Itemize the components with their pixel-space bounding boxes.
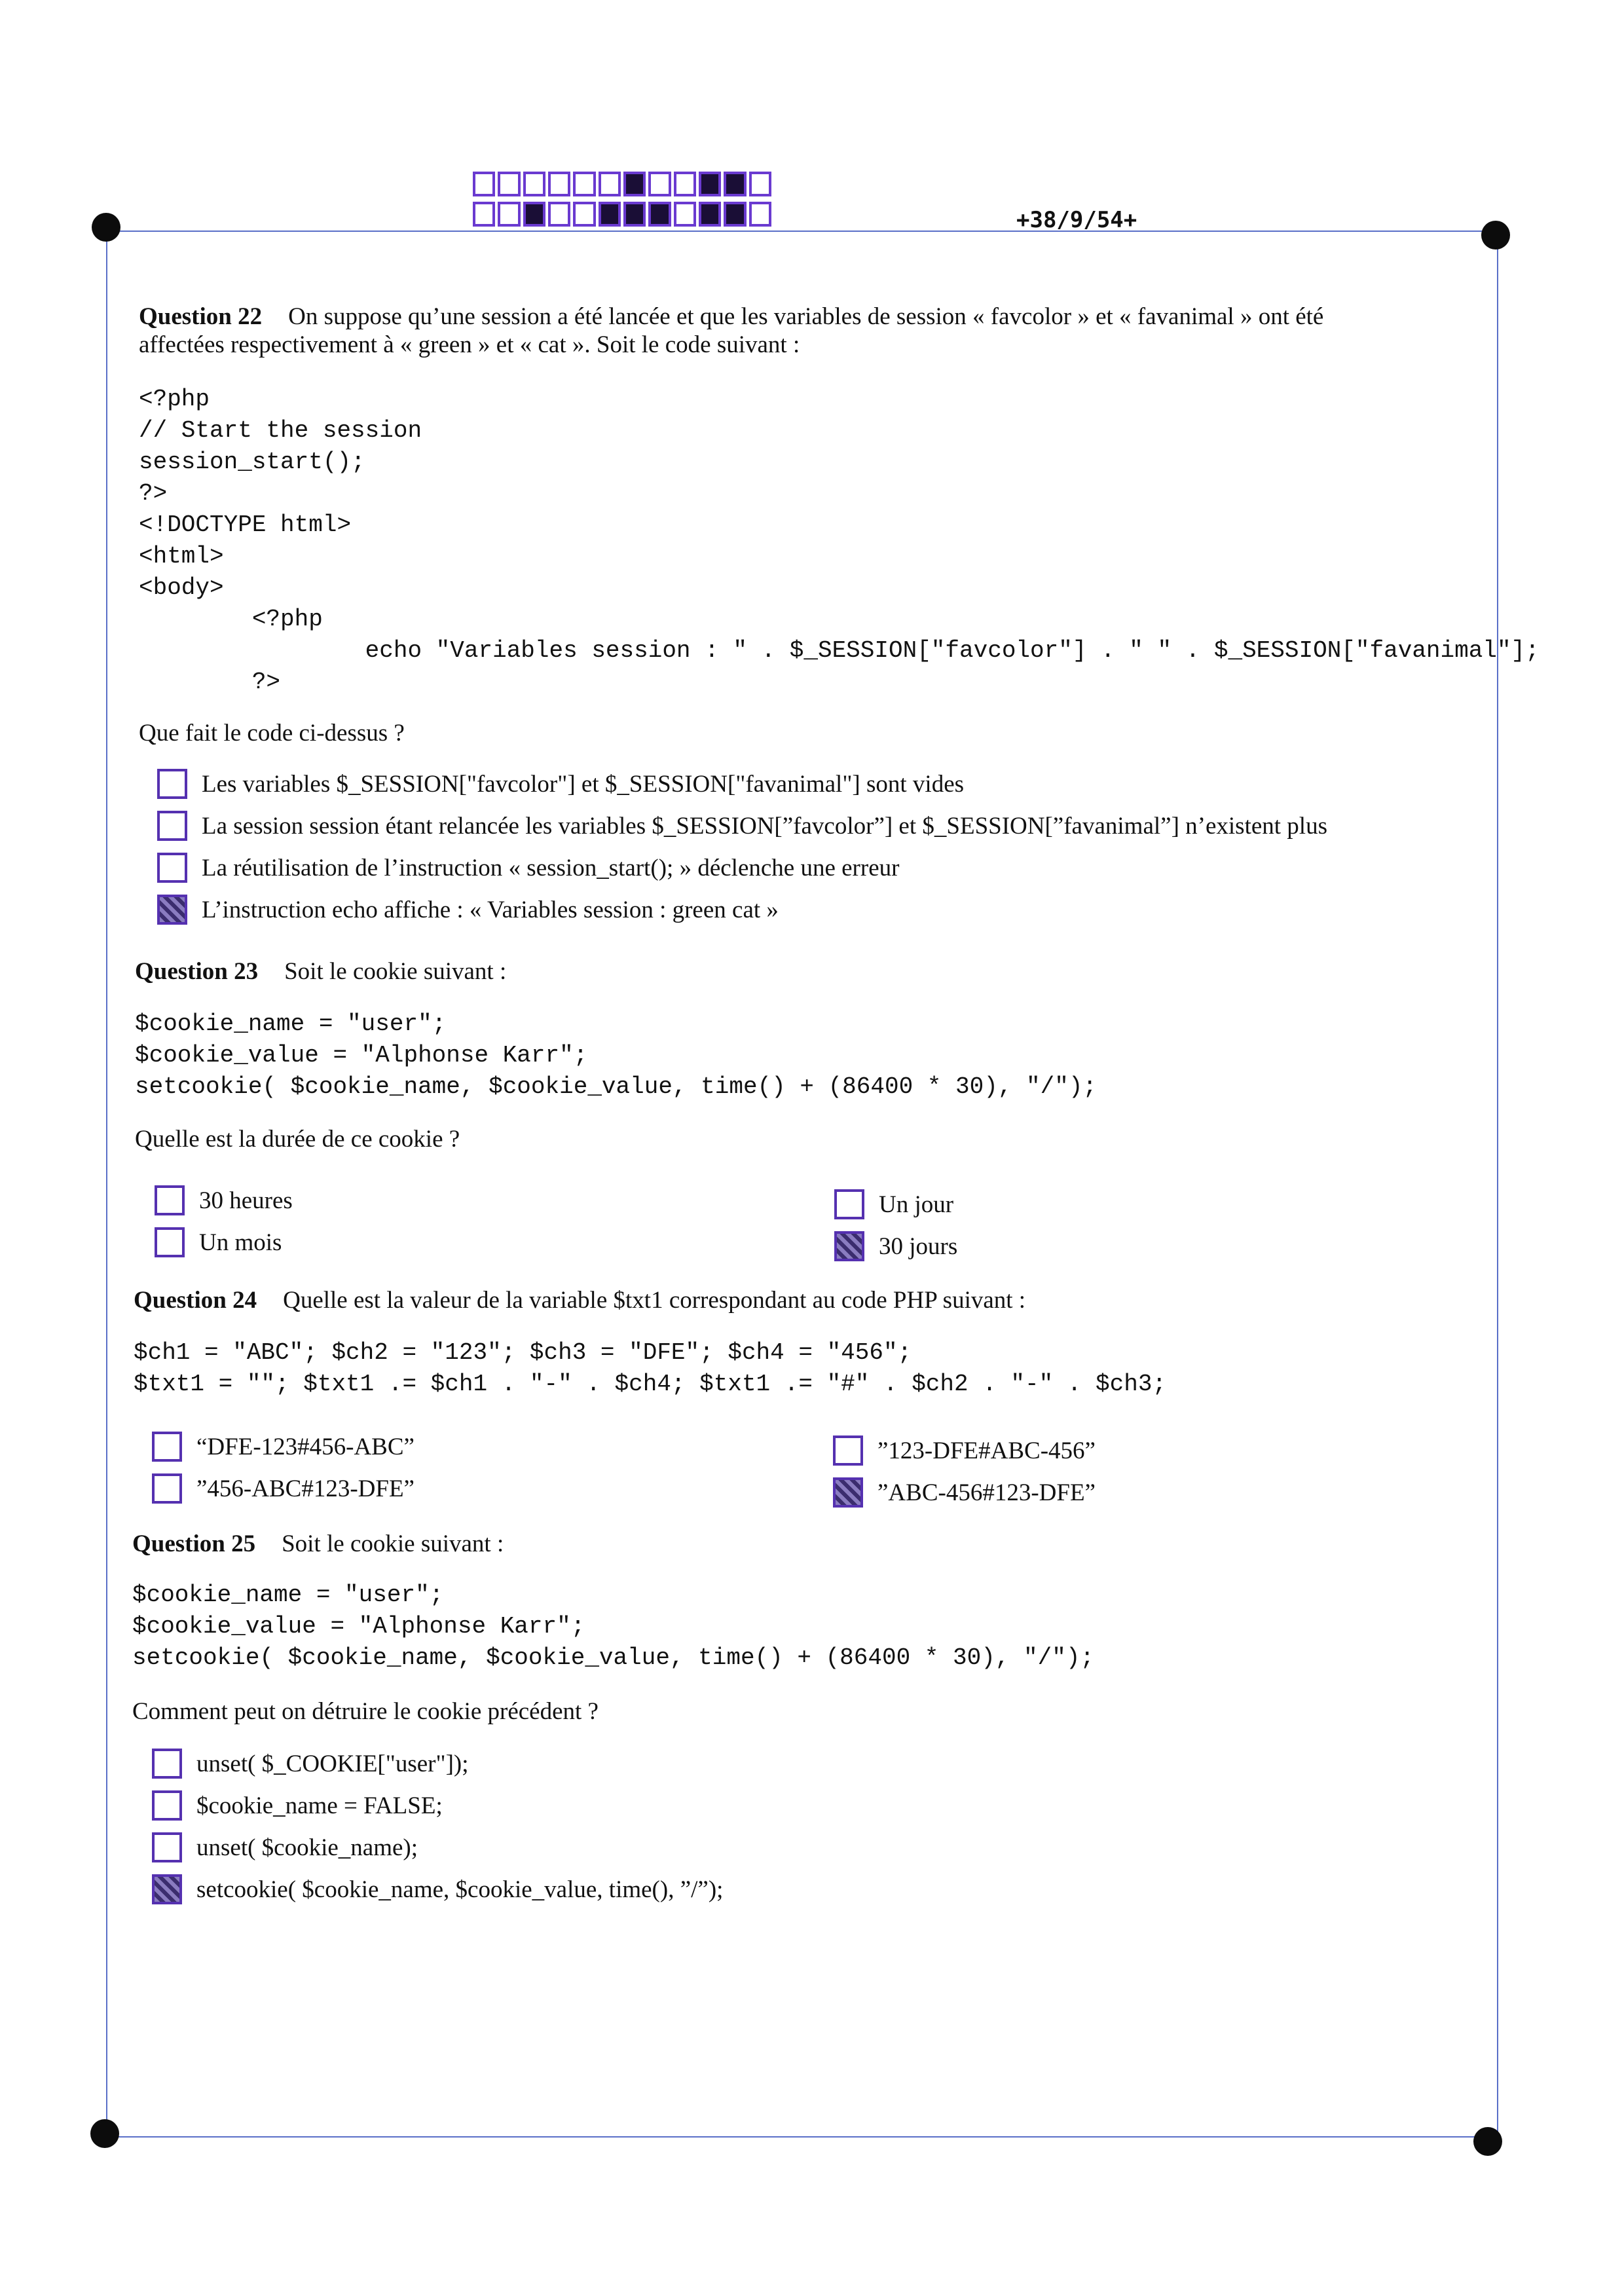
- checkbox[interactable]: [152, 1749, 182, 1779]
- code-line: <body>: [139, 574, 224, 601]
- barcode-cell: [498, 202, 520, 227]
- question-24-option-1[interactable]: [152, 1432, 415, 1462]
- barcode-row-1: [473, 172, 774, 196]
- question-22-code: [139, 384, 1540, 698]
- question-25-option-1[interactable]: [152, 1749, 469, 1779]
- code-line: setcookie( $cookie_name, $cookie_value, time() + (86400 * 30), "/");: [135, 1073, 1098, 1100]
- code-line: $ch1 = "ABC"; $ch2 = "123"; $ch3 = "DFE"; $ch4 = "456";: [134, 1339, 912, 1366]
- barcode-cell: [623, 202, 646, 227]
- checkbox[interactable]: [152, 1832, 182, 1862]
- barcode-cell: [648, 172, 671, 196]
- checkbox-checked[interactable]: [833, 1477, 863, 1508]
- question-23-code: [135, 1009, 1097, 1103]
- option-label: Un mois: [199, 1229, 282, 1256]
- registration-mark-top-left: [92, 213, 120, 242]
- option-label: “DFE-123#456-ABC”: [196, 1433, 415, 1460]
- question-24-header: [134, 1286, 1025, 1314]
- checkbox[interactable]: [833, 1435, 863, 1466]
- registration-mark-bottom-left: [90, 2119, 119, 2148]
- option-label: setcookie( $cookie_name, $cookie_value, time(), ”/”);: [196, 1876, 724, 1903]
- option-label: L’instruction echo affiche : « Variables session : green cat »: [202, 896, 779, 923]
- barcode-cell: [473, 172, 495, 196]
- question-23-prompt: Quelle est la durée de ce cookie ?: [135, 1126, 460, 1153]
- barcode-cell: [573, 202, 595, 227]
- question-text: Quelle est la valeur de la variable $txt1 correspondant au code PHP suivant :: [283, 1287, 1026, 1314]
- registration-mark-top-right: [1481, 221, 1510, 250]
- checkbox[interactable]: [834, 1189, 864, 1219]
- code-line: ?>: [139, 480, 168, 507]
- question-22-option-1[interactable]: [157, 769, 964, 799]
- checkbox[interactable]: [155, 1185, 185, 1215]
- page-id: +38/9/54+: [1016, 207, 1137, 233]
- barcode-cell: [523, 202, 545, 227]
- checkbox[interactable]: [157, 853, 187, 883]
- question-25-option-3[interactable]: [152, 1832, 418, 1862]
- checkbox[interactable]: [152, 1790, 182, 1821]
- question-23-option-3[interactable]: [834, 1189, 953, 1219]
- question-label: Question 24: [134, 1287, 257, 1314]
- barcode-cell: [749, 172, 771, 196]
- checkbox-checked[interactable]: [157, 895, 187, 925]
- question-text: Soit le cookie suivant :: [284, 958, 507, 985]
- question-22-prompt: Que fait le code ci-dessus ?: [139, 720, 405, 747]
- code-line: // Start the session: [139, 417, 422, 444]
- code-line: $txt1 = ""; $txt1 .= $ch1 . "-" . $ch4; $txt1 .= "#" . $ch2 . "-" . $ch3;: [134, 1371, 1167, 1398]
- code-line: setcookie( $cookie_name, $cookie_value, time() + (86400 * 30), "/");: [132, 1644, 1095, 1671]
- barcode-cell: [498, 172, 520, 196]
- question-23-option-2[interactable]: [155, 1227, 282, 1257]
- question-22-option-2[interactable]: [157, 811, 1327, 841]
- option-label: ”123-DFE#ABC-456”: [877, 1437, 1096, 1464]
- barcode-cell: [674, 172, 696, 196]
- checkbox[interactable]: [152, 1473, 182, 1504]
- checkbox[interactable]: [152, 1432, 182, 1462]
- question-22-option-4[interactable]: [157, 895, 779, 925]
- question-25-code: [132, 1580, 1094, 1674]
- code-line: $cookie_name = "user";: [132, 1582, 444, 1608]
- checkbox-checked[interactable]: [152, 1874, 182, 1904]
- code-line: <html>: [139, 543, 224, 570]
- question-label: Question 23: [135, 958, 259, 985]
- question-23-option-4[interactable]: [834, 1231, 957, 1261]
- barcode-cell: [699, 202, 721, 227]
- barcode-cell: [699, 172, 721, 196]
- barcode-cell: [623, 172, 646, 196]
- barcode-cell: [473, 202, 495, 227]
- question-23-header: [135, 957, 506, 986]
- option-label: unset( $cookie_name);: [196, 1834, 418, 1861]
- question-24-option-3[interactable]: [833, 1435, 1096, 1466]
- option-label: $cookie_name = FALSE;: [196, 1792, 443, 1819]
- question-25-option-4[interactable]: [152, 1874, 723, 1904]
- code-line: <!DOCTYPE html>: [139, 511, 352, 538]
- code-line: ?>: [139, 669, 281, 695]
- barcode-cell: [599, 172, 621, 196]
- question-25-option-2[interactable]: [152, 1790, 443, 1821]
- question-text: On suppose qu’une session a été lancée et que les variables de session « favcolor » et « favanimal » ont été: [288, 303, 1324, 330]
- question-24-option-4[interactable]: [833, 1477, 1096, 1508]
- question-label: Question 25: [132, 1530, 256, 1557]
- checkbox-checked[interactable]: [834, 1231, 864, 1261]
- code-line: $cookie_value = "Alphonse Karr";: [135, 1042, 588, 1069]
- option-label: 30 jours: [879, 1232, 958, 1260]
- question-24-code: [134, 1337, 1166, 1400]
- code-line: <?php: [139, 386, 210, 413]
- checkbox[interactable]: [157, 811, 187, 841]
- barcode-cell: [648, 202, 671, 227]
- option-label: unset( $_COOKIE["user"]);: [196, 1750, 469, 1777]
- option-label: La session session étant relancée les variables $_SESSION[”favcolor”] et $_SESSION[”favanimal”] n’existent plus: [202, 812, 1327, 840]
- checkbox[interactable]: [157, 769, 187, 799]
- registration-mark-bottom-right: [1473, 2127, 1502, 2156]
- barcode-cell: [674, 202, 696, 227]
- question-text-line2: affectées respectivement à « green » et « cat ». Soit le code suivant :: [139, 331, 800, 358]
- barcode-cell: [523, 172, 545, 196]
- barcode-cell: [573, 172, 595, 196]
- code-line: session_start();: [139, 449, 365, 475]
- question-25-header: [132, 1530, 504, 1558]
- code-line: $cookie_name = "user";: [135, 1010, 447, 1037]
- barcode-row-2: [473, 202, 774, 227]
- barcode-cell: [749, 202, 771, 227]
- checkbox[interactable]: [155, 1227, 185, 1257]
- option-label: Les variables $_SESSION["favcolor"] et $_SESSION["favanimal"] sont vides: [202, 770, 965, 798]
- barcode-cell: [548, 172, 570, 196]
- option-label: La réutilisation de l’instruction « session_start(); » déclenche une erreur: [202, 854, 900, 881]
- code-line: <?php: [139, 606, 323, 633]
- question-24-option-2[interactable]: [152, 1473, 415, 1504]
- code-line: $cookie_value = "Alphonse Karr";: [132, 1613, 585, 1640]
- question-25-prompt: Comment peut on détruire le cookie précédent ?: [132, 1698, 599, 1725]
- barcode-cell: [548, 202, 570, 227]
- question-22-option-3[interactable]: [157, 853, 899, 883]
- question-22-header: [139, 303, 1481, 359]
- question-text: Soit le cookie suivant :: [282, 1530, 504, 1557]
- option-label: ”ABC-456#123-DFE”: [877, 1479, 1096, 1506]
- option-label: Un jour: [879, 1191, 954, 1218]
- question-label: Question 22: [139, 303, 263, 330]
- barcode-cell: [724, 202, 746, 227]
- code-line: echo "Variables session : " . $_SESSION["favcolor"] . " " . $_SESSION["favanimal"];: [139, 637, 1540, 664]
- question-23-option-1[interactable]: [155, 1185, 293, 1215]
- option-label: 30 heures: [199, 1187, 293, 1214]
- barcode-cell: [724, 172, 746, 196]
- option-label: ”456-ABC#123-DFE”: [196, 1475, 415, 1502]
- barcode-cell: [599, 202, 621, 227]
